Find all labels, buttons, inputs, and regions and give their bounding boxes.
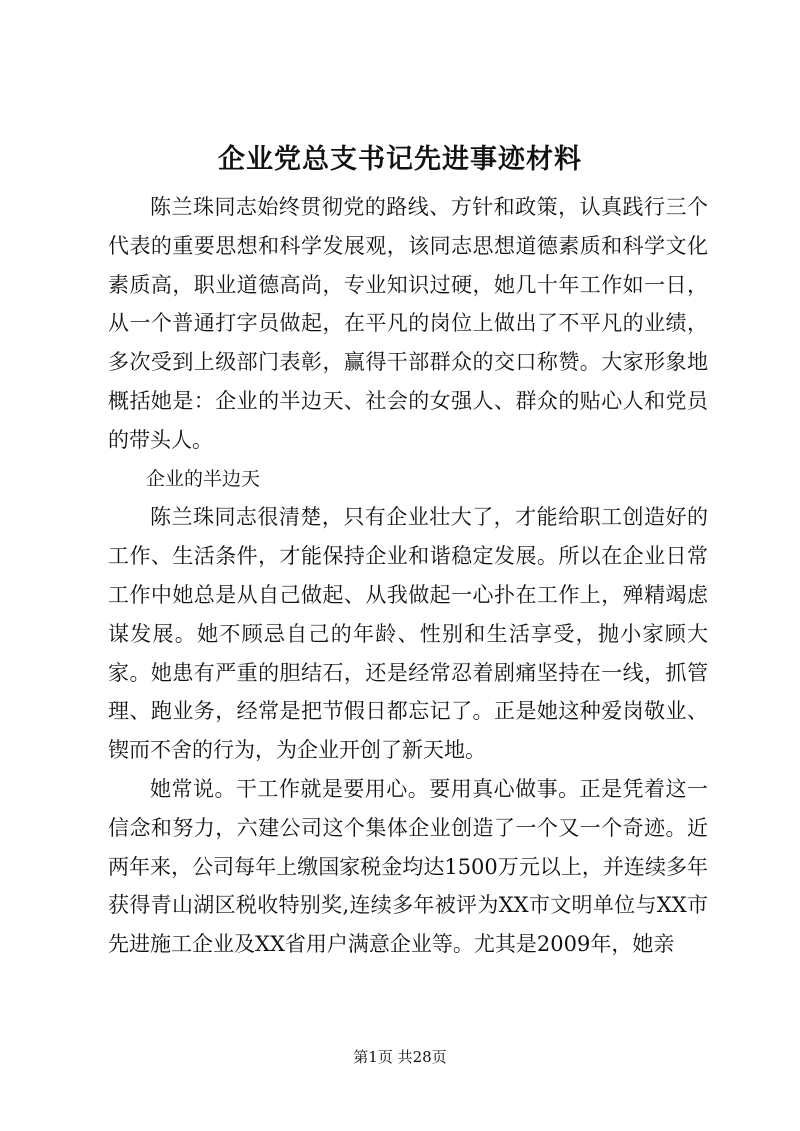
document-title: 企业党总支书记先进事迹材料 bbox=[218, 144, 582, 175]
paragraph-intro: 陈兰珠同志始终贯彻党的路线、方针和政策，认真践行三个代表的重要思想和科学发展观，该同志思想道德素质和科学文化素质高，职业道德高尚，专业知识过硬，她几十年工作如一日，从一个普通打字员做起，在平凡的岗位上做出了不平凡的业绩，多次受到上级部门表彰，赢得干部群众的交口称赞。大家形象地概括她是：企业的半边天、社会的女强人、群众的贴心人和党员的带头人。 bbox=[108, 195, 708, 452]
section-heading: 企业的半边天 bbox=[146, 467, 261, 490]
paragraph-section-1: 陈兰珠同志很清楚，只有企业壮大了，才能给职工创造好的工作、生活条件，才能保持企业和谐稳定发展。所以在企业日常工作中她总是从自己做起、从我做起一心扑在工作上，殚精竭虑谋发展。她不顾忌自己的年龄、性别和生活享受，抛小家顾大家。她患有严重的胆结石，还是经常忍着剧痛坚持在一线，抓管理、跑业务，经常是把节假日都忘记了。正是她这种爱岗敬业、锲而不舍的行为，为企业开创了新天地。 bbox=[108, 505, 708, 763]
paragraph-section-2: 她常说。干工作就是要用心。要用真心做事。正是凭着这一信念和努力，六建公司这个集体企业创造了一个又一个奇迹。近两年来，公司每年上缴国家税金均达1500万元以上，并连续多年获得青山湖区税收特别奖,连续多年被评为XX市文明单位与XX市先进施工企业及XX省用户满意企业等。尤其是2009年，她亲 bbox=[108, 776, 708, 957]
document-body bbox=[108, 188, 708, 964]
page-footer: 第1页 共28页 bbox=[353, 1048, 447, 1066]
